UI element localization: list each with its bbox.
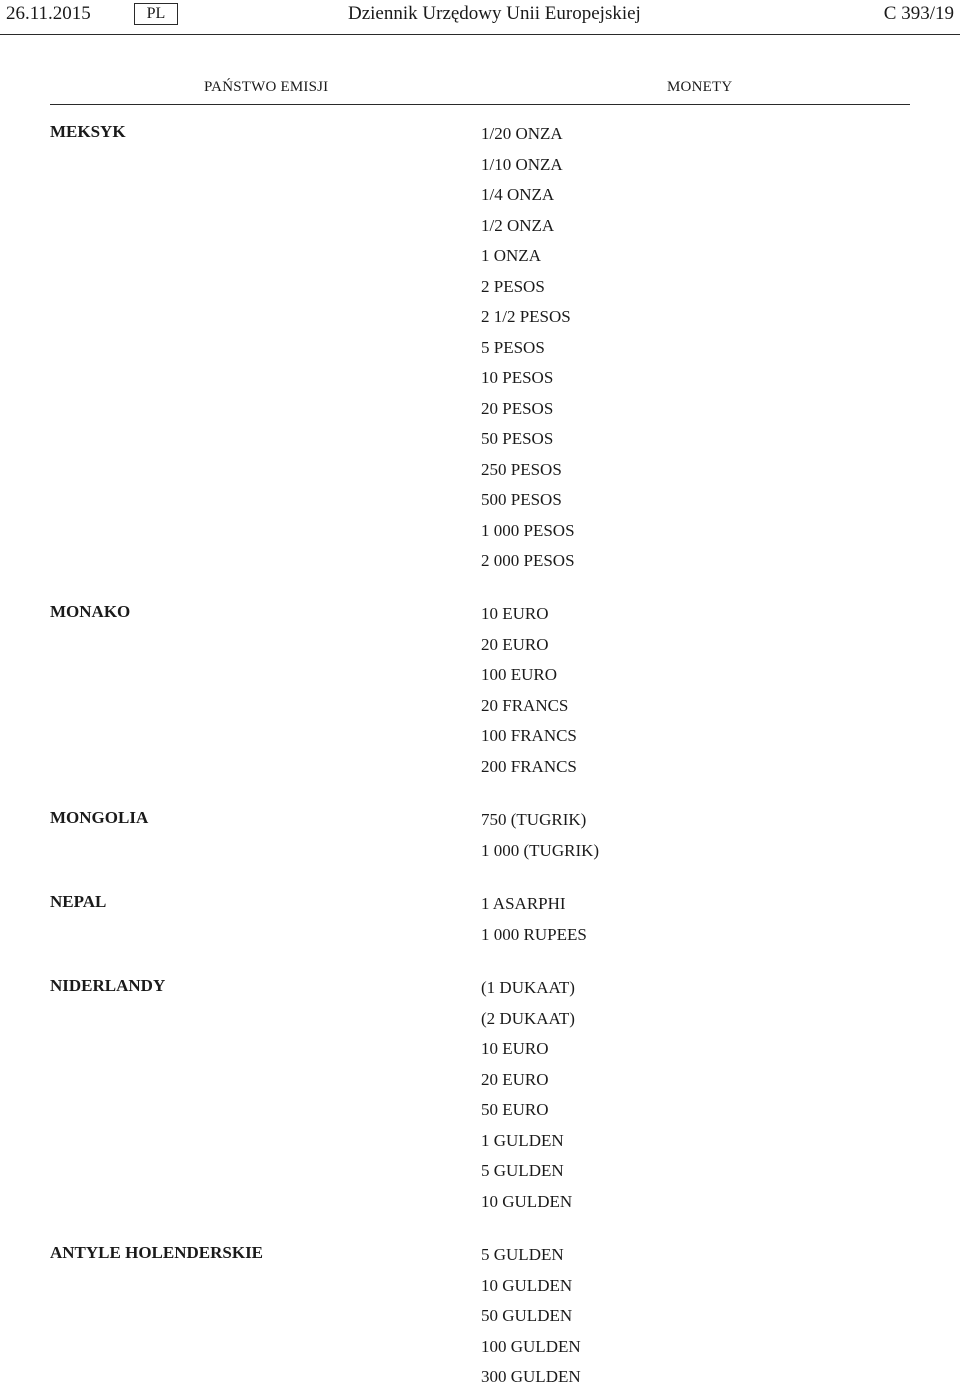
coin-item: 1 000 (TUGRIK): [481, 840, 600, 860]
publication-date: 26.11.2015: [6, 3, 91, 24]
country-name: NIDERLANDY: [50, 976, 166, 995]
coin-item: 750 (TUGRIK): [481, 810, 587, 829]
coin-item: 100 GULDEN: [481, 1336, 581, 1356]
coin-item: 10 EURO: [481, 604, 549, 623]
country-name: MEKSYK: [50, 122, 126, 141]
coin-item: (2 DUKAAT): [481, 1008, 575, 1028]
coin-list: [481, 892, 587, 953]
coin-item: 50 EURO: [481, 1100, 549, 1119]
coin-item: 300 GULDEN: [481, 1367, 581, 1386]
coin-item: 2 1/2 PESOS: [481, 307, 571, 326]
column-header-divider: [50, 104, 910, 105]
language-badge: PL: [134, 3, 178, 25]
coin-item: 1 000 RUPEES: [481, 924, 587, 944]
coin-item: 2 000 PESOS: [481, 551, 575, 570]
coin-item: 20 EURO: [481, 1069, 549, 1089]
coin-list: [481, 808, 599, 869]
coin-item: 1 ONZA: [481, 246, 541, 265]
coin-item: 250 PESOS: [481, 459, 562, 479]
coin-item: 2 PESOS: [481, 276, 545, 296]
coin-item: 20 PESOS: [481, 398, 554, 418]
coin-item: 50 GULDEN: [481, 1306, 573, 1325]
country-name: NEPAL: [50, 892, 107, 911]
coin-list: [481, 976, 575, 1220]
country-name: ANTYLE HOLENDERSKIE: [50, 1243, 264, 1262]
page-reference: C 393/19: [883, 3, 954, 24]
coin-item: 1/2 ONZA: [481, 215, 555, 235]
coin-item: 5 PESOS: [481, 337, 545, 357]
coin-item: 1 ASARPHI: [481, 894, 566, 913]
country-name: MONGOLIA: [50, 808, 149, 827]
coin-list: [481, 1243, 581, 1396]
country-name: MONAKO: [50, 602, 131, 621]
coin-item: 1 000 PESOS: [481, 520, 575, 540]
coin-list: [481, 122, 575, 580]
page-header: [0, 0, 960, 35]
coin-item: 200 FRANCS: [481, 756, 577, 776]
coin-item: 20 FRANCS: [481, 695, 569, 715]
coin-list: [481, 602, 577, 785]
coin-item: 10 EURO: [481, 1039, 549, 1058]
coin-item: 1/10 ONZA: [481, 154, 563, 174]
coin-item: (1 DUKAAT): [481, 978, 575, 997]
coin-item: 100 FRANCS: [481, 726, 577, 745]
coin-item: 5 GULDEN: [481, 1245, 564, 1264]
column-header-country: PAŃSTWO EMISJI: [204, 79, 329, 95]
coin-item: 1 GULDEN: [481, 1130, 564, 1150]
coin-item: 500 PESOS: [481, 490, 562, 509]
coin-item: 50 PESOS: [481, 429, 554, 448]
coin-item: 10 GULDEN: [481, 1275, 573, 1295]
coin-item: 5 GULDEN: [481, 1161, 564, 1180]
coin-item: 10 PESOS: [481, 368, 554, 387]
column-header-coins: MONETY: [667, 79, 733, 95]
journal-title: Dziennik Urzędowy Unii Europejskiej: [348, 3, 641, 24]
coin-item: 10 GULDEN: [481, 1191, 573, 1211]
coin-item: 1/4 ONZA: [481, 185, 555, 204]
coin-item: 100 EURO: [481, 665, 558, 684]
coin-item: 1/20 ONZA: [481, 124, 563, 143]
coin-item: 20 EURO: [481, 634, 549, 654]
